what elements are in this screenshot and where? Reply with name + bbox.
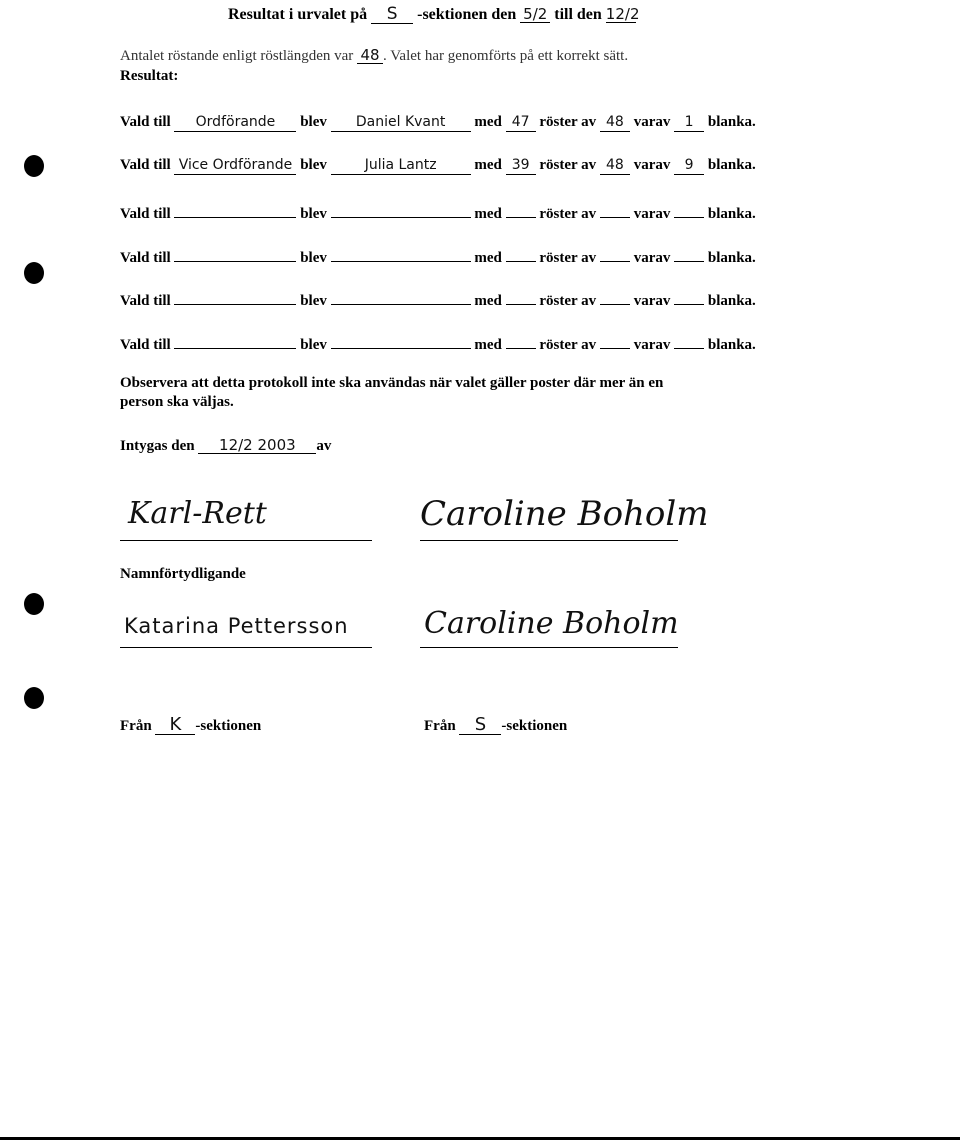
vald-till-label: Vald till xyxy=(120,206,171,222)
from-left-prefix: Från xyxy=(120,718,152,734)
blev-label: blev xyxy=(300,157,327,173)
document-title xyxy=(228,4,640,24)
blank-votes-field: 9 xyxy=(674,158,704,175)
roster-av-label: röster av xyxy=(539,206,597,222)
result-label: Resultat: xyxy=(120,68,179,84)
candidate-name-field xyxy=(331,332,471,349)
varav-label: varav xyxy=(633,250,671,266)
voter-count-prefix: Antalet röstande enligt röstlängden var xyxy=(120,48,354,64)
total-votes-field xyxy=(600,332,630,349)
blev-label: blev xyxy=(300,337,327,353)
date-to-field: 12/2 xyxy=(605,5,640,23)
position-field xyxy=(174,245,296,262)
roster-av-label: röster av xyxy=(539,250,597,266)
blev-label: blev xyxy=(300,114,327,130)
vald-till-label: Vald till xyxy=(120,114,171,130)
blev-label: blev xyxy=(300,206,327,222)
roster-av-label: röster av xyxy=(539,114,597,130)
votes-field xyxy=(506,288,536,305)
blank-votes-field xyxy=(674,201,704,218)
varav-label: varav xyxy=(633,337,671,353)
med-label: med xyxy=(474,250,502,266)
voter-count-suffix: . Valet har genomförts på ett korrekt sätt. xyxy=(383,48,629,64)
roster-av-label: röster av xyxy=(539,157,597,173)
blev-label: blev xyxy=(300,293,327,309)
right-signature: Caroline Boholm xyxy=(420,494,709,534)
candidate-name-field xyxy=(331,245,471,262)
med-label: med xyxy=(474,114,502,130)
certify-label: Intygas den xyxy=(120,438,195,454)
roster-av-label: röster av xyxy=(539,337,597,353)
votes-field xyxy=(506,245,536,262)
total-votes-field: 48 xyxy=(600,158,630,175)
left-name-line xyxy=(120,647,372,648)
varav-label: varav xyxy=(633,157,671,173)
result-row xyxy=(120,201,756,223)
blev-label: blev xyxy=(300,250,327,266)
date-from-field: 5/2 xyxy=(520,7,550,23)
blank-votes-field xyxy=(674,288,704,305)
blanka-label: blanka. xyxy=(707,157,756,173)
position-field: Ordförande xyxy=(174,115,296,132)
note-line-2: person ska väljas. xyxy=(120,394,234,410)
med-label: med xyxy=(474,206,502,222)
position-field xyxy=(174,288,296,305)
certify-line xyxy=(120,438,331,455)
votes-field: 47 xyxy=(506,115,536,132)
blanka-label: blanka. xyxy=(707,114,756,130)
title-until: till den xyxy=(554,6,602,23)
from-right-suffix: -sektionen xyxy=(501,718,568,734)
varav-label: varav xyxy=(633,114,671,130)
blanka-label: blanka. xyxy=(707,293,756,309)
left-signature: Karl-Rett xyxy=(128,496,267,531)
right-name-line xyxy=(420,647,678,648)
blanka-label: blanka. xyxy=(707,337,756,353)
title-mid: -sektionen den xyxy=(417,6,517,23)
voter-count-field: 48 xyxy=(357,48,383,64)
candidate-name-field: Daniel Kvant xyxy=(331,115,471,132)
from-left-section: K xyxy=(155,716,195,735)
result-row xyxy=(120,332,756,354)
med-label: med xyxy=(474,157,502,173)
title-prefix: Resultat i urvalet på xyxy=(228,6,368,23)
varav-label: varav xyxy=(633,293,671,309)
votes-field: 39 xyxy=(506,158,536,175)
certify-date-field: 12/2 2003 xyxy=(198,438,316,454)
result-row xyxy=(120,288,756,310)
blank-votes-field: 1 xyxy=(674,115,704,132)
votes-field xyxy=(506,201,536,218)
binder-hole-2 xyxy=(24,262,44,284)
bottom-rule xyxy=(0,1137,960,1140)
candidate-name-field xyxy=(331,201,471,218)
med-label: med xyxy=(474,293,502,309)
position-field: Vice Ordförande xyxy=(174,158,296,175)
from-left-suffix: -sektionen xyxy=(195,718,262,734)
certify-suffix: av xyxy=(316,438,332,454)
note-paragraph xyxy=(120,374,663,412)
result-row xyxy=(120,157,756,175)
total-votes-field xyxy=(600,245,630,262)
blank-votes-field xyxy=(674,332,704,349)
roster-av-label: röster av xyxy=(539,293,597,309)
total-votes-field: 48 xyxy=(600,115,630,132)
candidate-name-field: Julia Lantz xyxy=(331,158,471,175)
blanka-label: blanka. xyxy=(707,250,756,266)
voter-count-line xyxy=(120,48,628,65)
varav-label: varav xyxy=(633,206,671,222)
binder-hole-4 xyxy=(24,687,44,709)
vald-till-label: Vald till xyxy=(120,250,171,266)
vald-till-label: Vald till xyxy=(120,157,171,173)
total-votes-field xyxy=(600,201,630,218)
position-field xyxy=(174,332,296,349)
blank-votes-field xyxy=(674,245,704,262)
result-row xyxy=(120,114,756,132)
left-printed-name: Katarina Pettersson xyxy=(124,614,349,638)
binder-hole-1 xyxy=(24,155,44,177)
vald-till-label: Vald till xyxy=(120,293,171,309)
from-left xyxy=(120,716,261,735)
position-field xyxy=(174,201,296,218)
section-field: S xyxy=(371,6,413,24)
total-votes-field xyxy=(600,288,630,305)
votes-field xyxy=(506,332,536,349)
clarification-label: Namnförtydligande xyxy=(120,566,246,582)
left-signature-line xyxy=(120,540,372,541)
blanka-label: blanka. xyxy=(707,206,756,222)
vald-till-label: Vald till xyxy=(120,337,171,353)
from-right xyxy=(424,716,567,735)
from-right-section: S xyxy=(459,716,501,735)
note-line-1: Observera att detta protokoll inte ska användas när valet gäller poster där mer än en xyxy=(120,375,664,391)
right-signature-line xyxy=(420,540,678,541)
result-row xyxy=(120,245,756,267)
candidate-name-field xyxy=(331,288,471,305)
from-right-prefix: Från xyxy=(424,718,456,734)
right-printed-name: Caroline Boholm xyxy=(424,606,679,641)
binder-hole-3 xyxy=(24,593,44,615)
med-label: med xyxy=(474,337,502,353)
